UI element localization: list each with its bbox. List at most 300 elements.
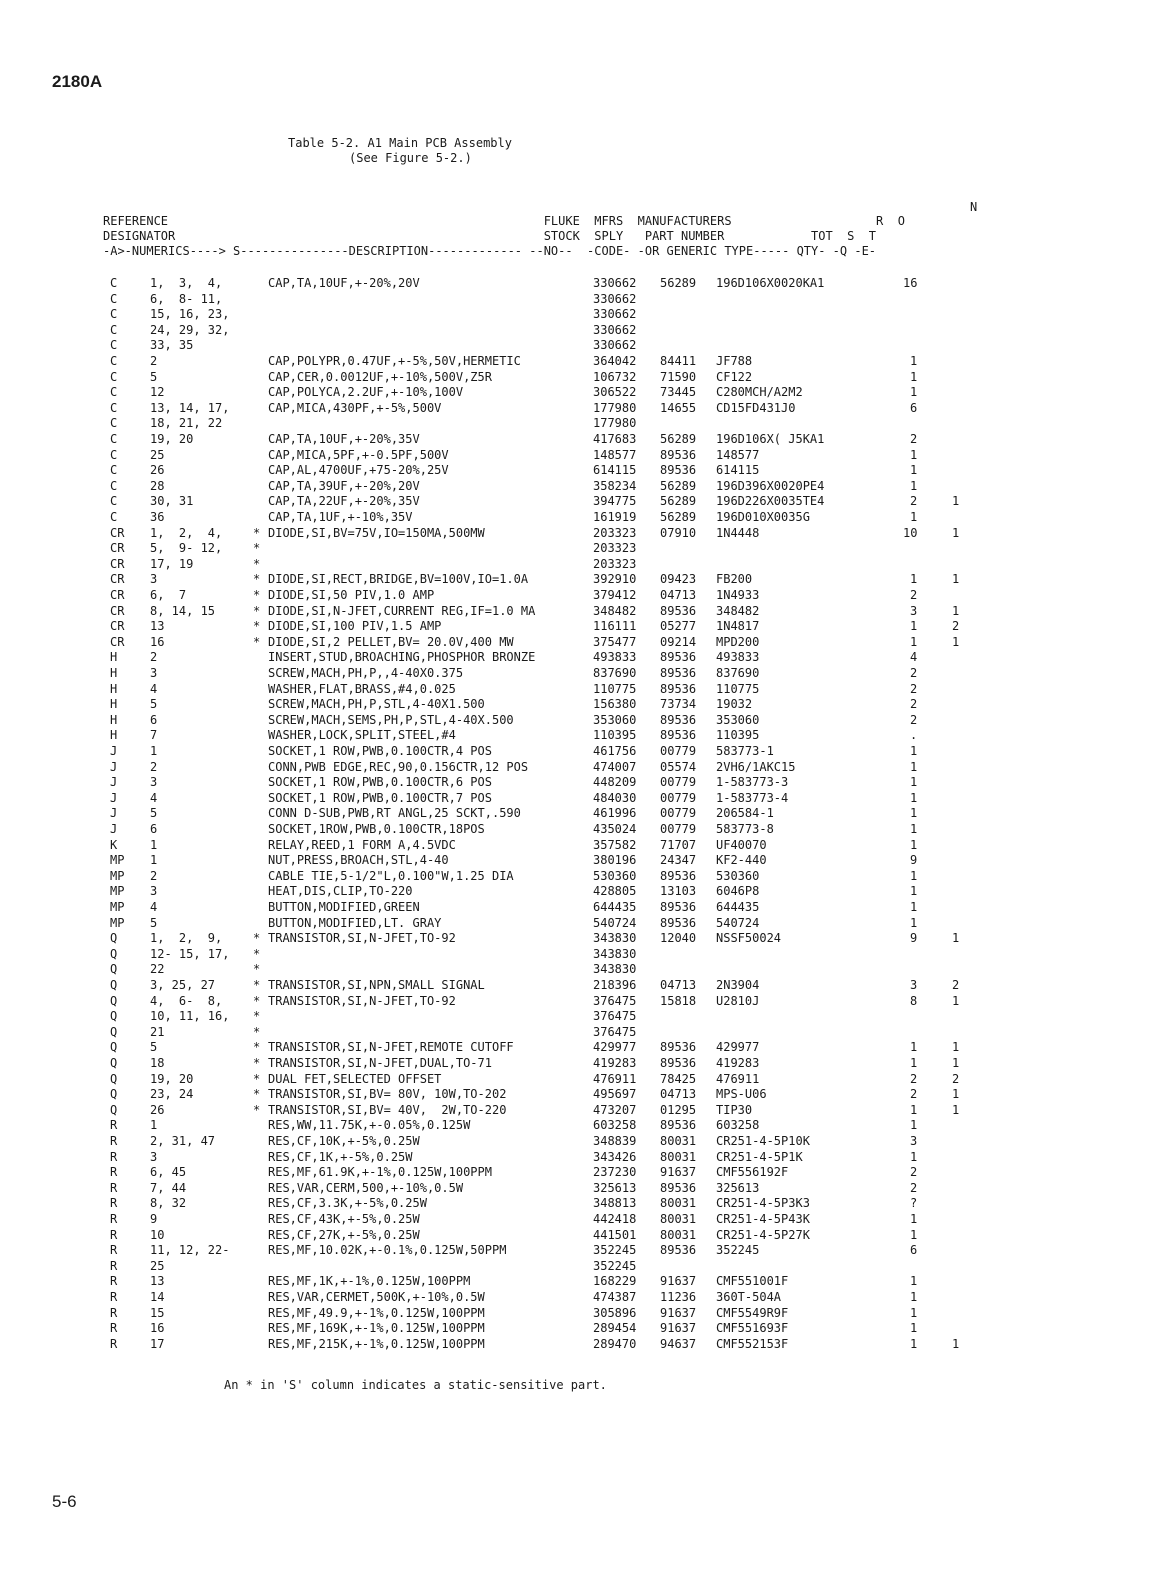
cell-ref: C: [110, 354, 118, 368]
cell-description: RES,VAR,CERMET,500K,+-10%,0.5W: [268, 1290, 485, 1304]
cell-stock-no: 495697: [593, 1087, 637, 1102]
cell-static: *: [253, 946, 261, 961]
table-row: [0, 791, 1174, 807]
cell-part-number: 196D106X0020KA1: [716, 276, 825, 290]
cell-numerics: 4, 6- 8,: [150, 993, 223, 1008]
cell-mfr-code: 91637: [660, 1321, 697, 1336]
table-row: [0, 370, 1174, 386]
cell-numerics: 2, 31, 47: [150, 1134, 216, 1148]
cell-rq: 1: [952, 1336, 960, 1351]
cell-ref: CR: [110, 603, 125, 618]
cell-description: DIODE,SI,2 PELLET,BV= 20.0V,400 MW: [268, 634, 514, 649]
cell-ref: Q: [110, 1087, 118, 1102]
cell-numerics: 10, 11, 16,: [150, 1009, 230, 1024]
cell-ref: C: [110, 291, 118, 306]
cell-ref: R: [110, 1149, 118, 1164]
cell-qty: 2: [910, 1071, 918, 1086]
cell-numerics: 1: [150, 837, 158, 852]
cell-numerics: 24, 29, 32,: [150, 322, 230, 337]
cell-description: RES,MF,49.9,+-1%,0.125W,100PPM: [268, 1305, 485, 1320]
cell-qty: 2: [910, 712, 918, 727]
cell-ref: R: [110, 1196, 118, 1211]
cell-part-number: 429977: [716, 1040, 760, 1055]
cell-part-number: 1-583773-3: [716, 775, 789, 790]
cell-rq: 1: [952, 1087, 960, 1102]
table-row: [0, 1337, 1174, 1353]
table-row: [0, 1228, 1174, 1244]
cell-qty: 1: [910, 790, 918, 805]
table-row: [0, 604, 1174, 620]
cell-part-number: CR251-4-5P27K: [716, 1227, 810, 1242]
table-row: [0, 1165, 1174, 1181]
table-row: [0, 1321, 1174, 1337]
table-row: [0, 1025, 1174, 1041]
table-row: [0, 666, 1174, 682]
cell-description: CAP,TA,1UF,+-10%,35V: [268, 510, 413, 524]
cell-mfr-code: 05574: [660, 759, 697, 774]
cell-numerics: 33, 35: [150, 338, 194, 353]
cell-mfr-code: 00779: [660, 806, 697, 821]
cell-qty: 1: [910, 822, 918, 836]
table-row: [0, 416, 1174, 432]
cell-ref: CR: [110, 619, 125, 634]
cell-description: WASHER,FLAT,BRASS,#4,0.025: [268, 681, 456, 696]
cell-description: SCREW,MACH,PH,P,STL,4-40X1.500: [268, 697, 485, 712]
cell-ref: R: [110, 1243, 118, 1258]
cell-qty: 1: [910, 369, 918, 384]
cell-numerics: 2: [150, 650, 158, 665]
footnote: An * in 'S' column indicates a static-sensitive part.: [224, 1378, 607, 1392]
table-row: [0, 1181, 1174, 1197]
page-number: 5-6: [52, 1492, 77, 1511]
cell-stock-no: 203323: [593, 525, 637, 540]
table-row: [0, 713, 1174, 729]
cell-static: *: [253, 556, 261, 571]
cell-numerics: 4: [150, 681, 158, 696]
cell-description: CAP,POLYPR,0.47UF,+-5%,50V,HERMETIC: [268, 354, 521, 368]
cell-stock-no: 305896: [593, 1305, 637, 1320]
cell-mfr-code: 89536: [660, 1243, 697, 1258]
cell-mfr-code: 80031: [660, 1134, 697, 1148]
cell-stock-no: 203323: [593, 541, 637, 556]
cell-description: DIODE,SI,100 PIV,1.5 AMP: [268, 619, 442, 634]
table-row: [0, 947, 1174, 963]
cell-description: WASHER,LOCK,SPLIT,STEEL,#4: [268, 728, 456, 743]
cell-ref: C: [110, 478, 118, 493]
cell-stock-no: 493833: [593, 650, 637, 665]
cell-description: BUTTON,MODIFIED,LT. GRAY: [268, 915, 442, 930]
cell-stock-no: 428805: [593, 884, 637, 899]
cell-description: HEAT,DIS,CLIP,TO-220: [268, 884, 413, 899]
cell-static: *: [253, 541, 261, 556]
table-row: [0, 1056, 1174, 1072]
cell-ref: C: [110, 416, 118, 431]
cell-mfr-code: 91637: [660, 1274, 697, 1289]
cell-description: RELAY,REED,1 FORM A,4.5VDC: [268, 837, 456, 852]
cell-part-number: CMF551693F: [716, 1321, 789, 1336]
table-row: [0, 307, 1174, 323]
cell-ref: Q: [110, 1102, 118, 1117]
table-row: [0, 884, 1174, 900]
cell-part-number: 2VH6/1AKC15: [716, 759, 796, 774]
cell-numerics: 6: [150, 712, 158, 727]
cell-stock-no: 375477: [593, 634, 637, 649]
table-row: [0, 588, 1174, 604]
cell-numerics: 9: [150, 1212, 158, 1226]
cell-mfr-code: 71590: [660, 369, 697, 384]
cell-mfr-code: 94637: [660, 1336, 697, 1351]
cell-description: CABLE TIE,5-1/2"L,0.100"W,1.25 DIA: [268, 868, 514, 883]
cell-mfr-code: 71707: [660, 837, 697, 852]
cell-description: TRANSISTOR,SI,N-JFET,TO-92: [268, 931, 456, 946]
cell-part-number: 1N4817: [716, 619, 760, 634]
cell-stock-no: 343426: [593, 1149, 637, 1164]
cell-static: *: [253, 1087, 261, 1102]
cell-mfr-code: 89536: [660, 900, 697, 914]
table-row: [0, 775, 1174, 791]
cell-description: RES,MF,169K,+-1%,0.125W,100PPM: [268, 1321, 485, 1336]
cell-description: RES,CF,43K,+-5%,0.25W: [268, 1212, 420, 1226]
cell-mfr-code: 89536: [660, 728, 697, 743]
cell-mfr-code: 07910: [660, 525, 697, 540]
cell-stock-no: 442418: [593, 1212, 637, 1226]
cell-numerics: 4: [150, 790, 158, 805]
cell-static: *: [253, 1056, 261, 1070]
table-row: [0, 463, 1174, 479]
cell-description: DIODE,SI,RECT,BRIDGE,BV=100V,IO=1.0A: [268, 572, 529, 587]
cell-stock-no: 429977: [593, 1040, 637, 1055]
cell-stock-no: 352245: [593, 1243, 637, 1258]
cell-stock-no: 474387: [593, 1290, 637, 1304]
cell-part-number: 614115: [716, 463, 760, 478]
cell-description: CAP,MICA,5PF,+-0.5PF,500V: [268, 447, 449, 462]
header-line: N: [103, 200, 978, 214]
cell-stock-no: 289470: [593, 1336, 637, 1351]
cell-stock-no: 380196: [593, 853, 637, 868]
cell-numerics: 22: [150, 962, 165, 977]
cell-qty: 1: [910, 806, 918, 821]
table-row: [0, 1040, 1174, 1056]
cell-qty: 2: [910, 1180, 918, 1195]
cell-ref: MP: [110, 915, 125, 930]
cell-mfr-code: 89536: [660, 681, 697, 696]
cell-numerics: 14: [150, 1290, 165, 1304]
table-row: [0, 1087, 1174, 1103]
cell-stock-no: 473207: [593, 1102, 637, 1117]
cell-stock-no: 476911: [593, 1071, 637, 1086]
cell-description: RES,VAR,CERM,500,+-10%,0.5W: [268, 1180, 464, 1195]
cell-ref: J: [110, 822, 118, 836]
cell-qty: 2: [910, 666, 918, 680]
cell-ref: C: [110, 400, 118, 415]
cell-description: SCREW,MACH,SEMS,PH,P,STL,4-40X.500: [268, 712, 514, 727]
cell-description: TRANSISTOR,SI,BV= 80V, 10W,TO-202: [268, 1087, 507, 1102]
cell-stock-no: 330662: [593, 276, 637, 290]
cell-description: CONN D-SUB,PWB,RT ANGL,25 SCKT,.590: [268, 806, 521, 821]
cell-numerics: 6, 7: [150, 588, 187, 602]
cell-ref: Q: [110, 993, 118, 1008]
table-row: [0, 822, 1174, 838]
table-row: [0, 1072, 1174, 1088]
cell-stock-no: 441501: [593, 1227, 637, 1242]
cell-numerics: 23, 24: [150, 1087, 194, 1102]
cell-stock-no: 392910: [593, 572, 637, 587]
cell-stock-no: 644435: [593, 900, 637, 914]
cell-description: RES,MF,215K,+-1%,0.125W,100PPM: [268, 1336, 485, 1351]
cell-numerics: 3: [150, 884, 158, 899]
cell-ref: C: [110, 432, 118, 446]
cell-stock-no: 161919: [593, 510, 637, 524]
cell-stock-no: 148577: [593, 447, 637, 462]
cell-qty: 1: [910, 385, 918, 400]
cell-stock-no: 358234: [593, 478, 637, 493]
cell-ref: Q: [110, 1040, 118, 1055]
cell-ref: H: [110, 666, 118, 680]
cell-numerics: 4: [150, 900, 158, 914]
cell-mfr-code: 73734: [660, 697, 697, 712]
cell-part-number: CMF551001F: [716, 1274, 789, 1289]
cell-qty: 4: [910, 650, 918, 665]
cell-qty: 1: [910, 1290, 918, 1304]
cell-ref: C: [110, 369, 118, 384]
cell-part-number: KF2-440: [716, 853, 767, 868]
cell-stock-no: 394775: [593, 494, 637, 509]
cell-numerics: 19, 20: [150, 432, 194, 446]
cell-qty: 6: [910, 1243, 918, 1258]
cell-qty: 1: [910, 634, 918, 649]
cell-mfr-code: 89536: [660, 666, 697, 680]
table-row: [0, 479, 1174, 495]
cell-qty: 1: [910, 868, 918, 883]
table-row: [0, 619, 1174, 635]
cell-static: *: [253, 1040, 261, 1055]
cell-ref: J: [110, 759, 118, 774]
cell-mfr-code: 73445: [660, 385, 697, 400]
cell-mfr-code: 56289: [660, 432, 697, 446]
cell-part-number: 348482: [716, 603, 760, 618]
cell-rq: 1: [952, 1102, 960, 1117]
cell-part-number: 110395: [716, 728, 760, 743]
table-row: [0, 635, 1174, 651]
cell-ref: Q: [110, 1024, 118, 1039]
cell-description: CAP,POLYCA,2.2UF,+-10%,100V: [268, 385, 464, 400]
table-row: [0, 401, 1174, 417]
cell-static: *: [253, 931, 261, 946]
cell-mfr-code: 11236: [660, 1290, 697, 1304]
cell-qty: 10: [903, 525, 918, 540]
cell-description: CONN,PWB EDGE,REC,90,0.156CTR,12 POS: [268, 759, 529, 774]
cell-ref: R: [110, 1134, 118, 1148]
cell-mfr-code: 56289: [660, 494, 697, 509]
cell-stock-no: 364042: [593, 354, 637, 368]
cell-numerics: 12: [150, 385, 165, 400]
cell-stock-no: 110775: [593, 681, 637, 696]
cell-description: TRANSISTOR,SI,N-JFET,REMOTE CUTOFF: [268, 1040, 514, 1055]
cell-stock-no: 110395: [593, 728, 637, 743]
cell-stock-no: 343830: [593, 962, 637, 977]
table-row: [0, 1196, 1174, 1212]
table-row: [0, 432, 1174, 448]
cell-static: *: [253, 1071, 261, 1086]
cell-ref: R: [110, 1180, 118, 1195]
cell-mfr-code: 89536: [660, 915, 697, 930]
table-row: [0, 526, 1174, 542]
cell-static: *: [253, 1009, 261, 1024]
cell-stock-no: 448209: [593, 775, 637, 790]
cell-numerics: 13: [150, 619, 165, 634]
table-row: [0, 650, 1174, 666]
cell-ref: J: [110, 775, 118, 790]
cell-ref: J: [110, 744, 118, 758]
cell-mfr-code: 91637: [660, 1305, 697, 1320]
cell-mfr-code: 04713: [660, 588, 697, 602]
cell-part-number: 837690: [716, 666, 760, 680]
cell-numerics: 3: [150, 1149, 158, 1164]
table-row: [0, 323, 1174, 339]
cell-ref: H: [110, 697, 118, 712]
cell-numerics: 5: [150, 697, 158, 712]
cell-part-number: 110775: [716, 681, 760, 696]
cell-description: BUTTON,MODIFIED,GREEN: [268, 900, 420, 914]
table-row: [0, 1009, 1174, 1025]
cell-static: *: [253, 634, 261, 649]
cell-description: SOCKET,1 ROW,PWB,0.100CTR,6 POS: [268, 775, 492, 790]
cell-part-number: JF788: [716, 354, 753, 368]
cell-stock-no: 348813: [593, 1196, 637, 1211]
cell-mfr-code: 24347: [660, 853, 697, 868]
cell-rq: 2: [952, 978, 960, 992]
table-row: [0, 1103, 1174, 1119]
cell-qty: 2: [910, 1165, 918, 1180]
cell-part-number: 2N3904: [716, 978, 760, 992]
cell-part-number: 1N4933: [716, 588, 760, 602]
cell-description: RES,MF,1K,+-1%,0.125W,100PPM: [268, 1274, 471, 1289]
cell-rq: 1: [952, 494, 960, 509]
cell-stock-no: 343830: [593, 931, 637, 946]
cell-ref: CR: [110, 572, 125, 587]
cell-description: RES,MF,61.9K,+-1%,0.125W,100PPM: [268, 1165, 492, 1180]
cell-qty: 9: [910, 853, 918, 868]
cell-ref: CR: [110, 525, 125, 540]
cell-qty: 1: [910, 915, 918, 930]
cell-qty: 3: [910, 1134, 918, 1148]
cell-stock-no: 603258: [593, 1118, 637, 1133]
cell-mfr-code: 00779: [660, 822, 697, 836]
cell-static: *: [253, 1024, 261, 1039]
cell-ref: C: [110, 338, 118, 353]
cell-numerics: 13: [150, 1274, 165, 1289]
cell-qty: 3: [910, 978, 918, 992]
cell-part-number: MPD200: [716, 634, 760, 649]
cell-numerics: 28: [150, 478, 165, 493]
header-line: -A>-NUMERICS----> S---------------DESCRIPTION------------- --NO-- -CODE- -OR GENERIC TYPE----- QTY- -Q -E-: [103, 244, 877, 258]
cell-qty: 1: [910, 1305, 918, 1320]
cell-qty: 1: [910, 478, 918, 493]
cell-ref: Q: [110, 962, 118, 977]
cell-numerics: 17: [150, 1336, 165, 1351]
cell-numerics: 5, 9- 12,: [150, 541, 223, 556]
cell-part-number: 360T-504A: [716, 1290, 782, 1304]
cell-part-number: 1N4448: [716, 525, 760, 540]
cell-numerics: 2: [150, 759, 158, 774]
table-row: [0, 728, 1174, 744]
cell-mfr-code: 12040: [660, 931, 697, 946]
cell-stock-no: 177980: [593, 416, 637, 431]
cell-numerics: 1, 2, 4,: [150, 525, 223, 540]
cell-mfr-code: 89536: [660, 463, 697, 478]
cell-part-number: 6046P8: [716, 884, 760, 899]
cell-numerics: 2: [150, 354, 158, 368]
cell-stock-no: 357582: [593, 837, 637, 852]
cell-part-number: 196D010X0035G: [716, 510, 810, 524]
header-line: DESIGNATOR STOCK SPLY PART NUMBER TOT S T: [103, 229, 877, 243]
cell-stock-no: 461756: [593, 744, 637, 758]
cell-part-number: UF40070: [716, 837, 767, 852]
cell-ref: Q: [110, 978, 118, 992]
cell-stock-no: 348839: [593, 1134, 637, 1148]
cell-numerics: 19, 20: [150, 1071, 194, 1086]
table-row: [0, 385, 1174, 401]
cell-ref: H: [110, 681, 118, 696]
cell-mfr-code: 56289: [660, 478, 697, 493]
cell-mfr-code: 89536: [660, 1118, 697, 1133]
cell-part-number: C280MCH/A2M2: [716, 385, 803, 400]
cell-ref: R: [110, 1165, 118, 1180]
cell-description: INSERT,STUD,BROACHING,PHOSPHOR BRONZE: [268, 650, 536, 665]
cell-ref: R: [110, 1118, 118, 1133]
cell-mfr-code: 80031: [660, 1212, 697, 1226]
cell-mfr-code: 04713: [660, 978, 697, 992]
cell-numerics: 6: [150, 822, 158, 836]
cell-mfr-code: 09214: [660, 634, 697, 649]
cell-part-number: CR251-4-5P10K: [716, 1134, 810, 1148]
cell-part-number: 196D226X0035TE4: [716, 494, 825, 509]
cell-ref: CR: [110, 541, 125, 556]
cell-description: RES,MF,10.02K,+-0.1%,0.125W,50PPM: [268, 1243, 507, 1258]
cell-ref: K: [110, 837, 118, 852]
cell-stock-no: 530360: [593, 868, 637, 883]
cell-description: DIODE,SI,N-JFET,CURRENT REG,IF=1.0 MA: [268, 603, 536, 618]
cell-ref: MP: [110, 868, 125, 883]
cell-part-number: 196D106X( J5KA1: [716, 432, 825, 446]
cell-numerics: 8, 32: [150, 1196, 187, 1211]
cell-stock-no: 348482: [593, 603, 637, 618]
table-row: [0, 1243, 1174, 1259]
cell-description: CAP,TA,10UF,+-20%,20V: [268, 276, 420, 290]
cell-description: TRANSISTOR,SI,NPN,SMALL SIGNAL: [268, 978, 485, 992]
cell-part-number: MPS-U06: [716, 1087, 767, 1102]
cell-mfr-code: 91637: [660, 1165, 697, 1180]
cell-mfr-code: 15818: [660, 993, 697, 1008]
cell-ref: Q: [110, 1009, 118, 1024]
cell-part-number: CR251-4-5P43K: [716, 1212, 810, 1226]
cell-numerics: 5: [150, 1040, 158, 1055]
cell-ref: R: [110, 1258, 118, 1273]
cell-description: CAP,AL,4700UF,+75-20%,25V: [268, 463, 449, 478]
cell-part-number: 603258: [716, 1118, 760, 1133]
cell-ref: MP: [110, 884, 125, 899]
cell-description: CAP,TA,10UF,+-20%,35V: [268, 432, 420, 446]
cell-stock-no: 330662: [593, 322, 637, 337]
cell-rq: 2: [952, 1071, 960, 1086]
cell-qty: 2: [910, 588, 918, 602]
cell-numerics: 10: [150, 1227, 165, 1242]
cell-stock-no: 376475: [593, 993, 637, 1008]
cell-description: SOCKET,1 ROW,PWB,0.100CTR,4 POS: [268, 744, 492, 758]
cell-description: CAP,CER,0.0012UF,+-10%,500V,Z5R: [268, 369, 492, 384]
cell-part-number: 540724: [716, 915, 760, 930]
cell-description: SOCKET,1ROW,PWB,0.100CTR,18POS: [268, 822, 485, 836]
